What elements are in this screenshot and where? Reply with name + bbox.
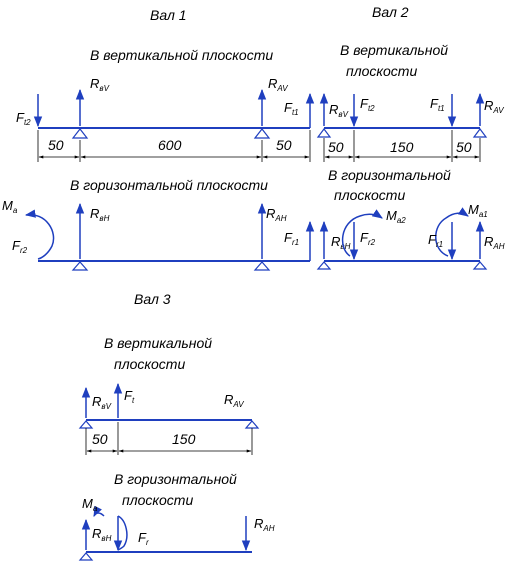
shaft-1-dim-50-right: 50 <box>276 137 292 153</box>
shaft-1-force-ft1-label: $F_{t1}$ <box>284 100 299 117</box>
shaft-3-vertical-caption-2: плоскости <box>114 356 186 372</box>
shaft-1-force-fr1-label: $F_{r1}$ <box>284 230 300 247</box>
shaft-2-dim-50-right: 50 <box>456 139 472 155</box>
shaft-2-horizontal-caption-2: плоскости <box>334 187 406 203</box>
shaft-3-dimensions <box>86 422 252 455</box>
shaft-2-horizontal-caption-1: В горизонтальной <box>328 167 451 183</box>
shaft-1-moment-ma-arrow <box>26 215 54 259</box>
shaft-3-vertical-plane <box>80 335 258 455</box>
shaft-2-vertical-caption-2: плоскости <box>346 63 418 79</box>
shaft-3-moment-ma-label: $M_a$ <box>82 496 98 513</box>
shaft-1-support-a <box>73 129 87 138</box>
shaft-2-reaction-av-label: $R_{AV}$ <box>484 98 504 115</box>
shaft-2-force-fr1-label: $F_{r1}$ <box>428 232 444 249</box>
shaft-3-force-ft-label: $F_t$ <box>124 388 135 405</box>
shaft-1-support-b <box>255 129 269 138</box>
shaft-2-moment-ma2-label: $M_{a2}$ <box>386 208 406 225</box>
shaft-1-vertical-caption: В вертикальной плоскости <box>90 47 274 63</box>
shaft-1-dimensions <box>38 130 310 162</box>
shaft-1-force-fr2-label: $F_{r2}$ <box>12 238 28 255</box>
shaft-3 <box>80 291 275 560</box>
shaft-2-horizontal-plane <box>318 167 505 269</box>
shaft-3-dim-50: 50 <box>92 431 108 447</box>
shaft-2-vertical-plane <box>318 42 504 162</box>
shaft-3-support-a <box>80 421 92 428</box>
shaft-3-horizontal-caption-2: плоскости <box>122 492 194 508</box>
shaft-3-horizontal-caption-1: В горизонтальной <box>114 471 237 487</box>
shaft-1-reaction-ah-label: $R_{AH}$ <box>266 206 287 223</box>
shaft-2-title: Вал 2 <box>372 4 409 20</box>
shaft-3-vertical-caption-1: В вертикальной <box>104 335 213 351</box>
shaft-3-reaction-ah-label: $R_{AH}$ <box>254 516 275 533</box>
shaft-3-moment-arc <box>118 516 127 550</box>
shaft-1-dim-50-left: 50 <box>48 137 64 153</box>
shaft-2-support-b <box>474 129 486 137</box>
shaft-3-h-support-a <box>80 553 92 560</box>
shaft-1-h-support-b <box>255 262 269 270</box>
shaft-2-reaction-bv-label: $R_{вV}$ <box>329 102 348 119</box>
shaft-2-reaction-ah-label: $R_{AH}$ <box>484 234 505 251</box>
shaft-2-vertical-caption-1: В вертикальной <box>340 42 449 58</box>
shaft-2-force-ft2-label: $F_{t2}$ <box>360 96 375 113</box>
shaft-3-support-b <box>246 421 258 428</box>
shaft-2-dim-50-left: 50 <box>328 139 344 155</box>
shaft-3-reaction-av-label: $R_{AV}$ <box>224 392 244 409</box>
shaft-1-dim-600: 600 <box>158 137 182 153</box>
shaft-1-horizontal-plane <box>2 177 310 270</box>
shaft-3-title: Вал 3 <box>134 291 171 307</box>
shaft-3-reaction-bh-label: $R_{вH}$ <box>92 526 112 543</box>
shaft-2-force-ft1-label: $F_{t1}$ <box>430 96 445 113</box>
shaft-1-reaction-av-label: $R_{AV}$ <box>268 76 288 93</box>
shaft-2-moment-ma1-label: $M_{a1}$ <box>468 202 488 219</box>
shaft-3-moment-ma-arrow <box>94 513 104 516</box>
shaft-2-dimensions <box>324 130 480 162</box>
shaft-2-h-support-b <box>474 262 486 269</box>
shaft-2-support-a <box>318 129 330 137</box>
shaft-1-h-support-a <box>73 262 87 270</box>
shaft-2 <box>318 4 505 269</box>
shaft-1-force-ft2-label: $F_{t2}$ <box>16 110 31 127</box>
shaft-1-title: Вал 1 <box>150 7 187 23</box>
shaft-3-reaction-bv-label: $R_{вV}$ <box>92 394 111 411</box>
shaft-1-vertical-plane <box>16 47 310 162</box>
shaft-3-dim-150: 150 <box>172 431 196 447</box>
shaft-1-horizontal-caption: В горизонтальной плоскости <box>70 177 268 193</box>
shaft-1-moment-ma-label: $M_a$ <box>2 198 18 215</box>
shaft-3-horizontal-plane <box>80 471 275 560</box>
shaft-2-h-support-a <box>318 262 330 269</box>
shaft-2-force-fr2-label: $F_{r2}$ <box>360 230 376 247</box>
shaft-1 <box>2 7 310 270</box>
shaft-2-reaction-bh-label: $R_{вH}$ <box>331 234 351 251</box>
shaft-1-reaction-bv-label: $R_{вV}$ <box>90 76 109 93</box>
shaft-1-reaction-bh-label: $R_{вH}$ <box>90 206 110 223</box>
shaft-3-force-fr-label: $F_r$ <box>138 530 149 547</box>
shaft-2-dim-150: 150 <box>390 139 414 155</box>
